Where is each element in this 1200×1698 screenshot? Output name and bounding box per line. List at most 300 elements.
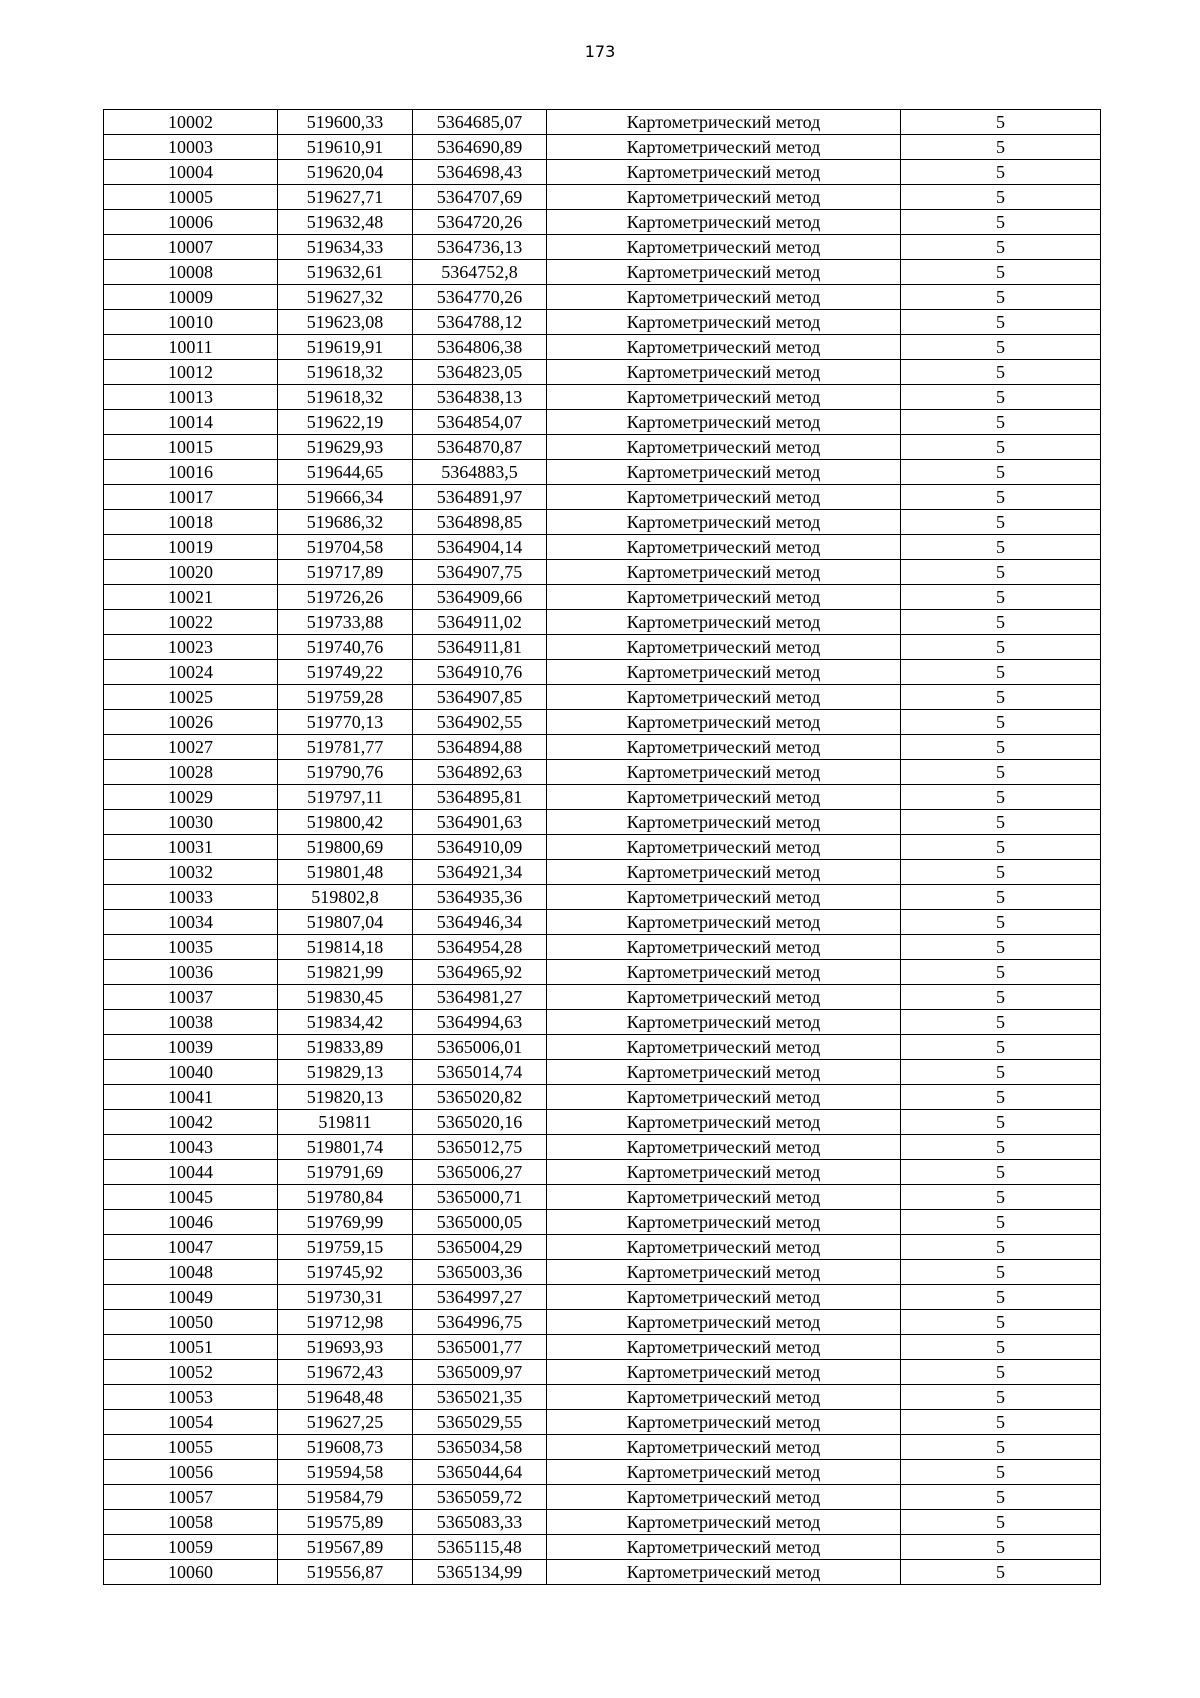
x-coordinate-cell: 519629,93 (278, 435, 413, 460)
point-number-cell: 10057 (104, 1485, 278, 1510)
method-cell: Картометрический метод (547, 485, 901, 510)
table-row (104, 1010, 1101, 1035)
table-row (104, 885, 1101, 910)
table-row (104, 285, 1101, 310)
method-cell: Картометрический метод (547, 1410, 901, 1435)
method-cell: Картометрический метод (547, 210, 901, 235)
y-coordinate-cell: 5365014,74 (413, 1060, 547, 1085)
table-row (104, 1185, 1101, 1210)
method-cell: Картометрический метод (547, 135, 901, 160)
y-coordinate-cell: 5364698,43 (413, 160, 547, 185)
method-cell: Картометрический метод (547, 1310, 901, 1335)
y-coordinate-cell: 5364895,81 (413, 785, 547, 810)
table-row (104, 185, 1101, 210)
x-coordinate-cell: 519666,34 (278, 485, 413, 510)
table-row (104, 685, 1101, 710)
accuracy-cell: 5 (901, 1335, 1101, 1360)
x-coordinate-cell: 519686,32 (278, 510, 413, 535)
y-coordinate-cell: 5364954,28 (413, 935, 547, 960)
y-coordinate-cell: 5364752,8 (413, 260, 547, 285)
x-coordinate-cell: 519627,71 (278, 185, 413, 210)
x-coordinate-cell: 519672,43 (278, 1360, 413, 1385)
method-cell: Картометрический метод (547, 985, 901, 1010)
table-row (104, 210, 1101, 235)
point-number-cell: 10053 (104, 1385, 278, 1410)
point-number-cell: 10060 (104, 1560, 278, 1585)
point-number-cell: 10058 (104, 1510, 278, 1535)
x-coordinate-cell: 519833,89 (278, 1035, 413, 1060)
x-coordinate-cell: 519811 (278, 1110, 413, 1135)
y-coordinate-cell: 5364935,36 (413, 885, 547, 910)
table-row (104, 360, 1101, 385)
method-cell: Картометрический метод (547, 960, 901, 985)
table-row (104, 1510, 1101, 1535)
y-coordinate-cell: 5364921,34 (413, 860, 547, 885)
method-cell: Картометрический метод (547, 1160, 901, 1185)
x-coordinate-cell: 519618,32 (278, 360, 413, 385)
y-coordinate-cell: 5365020,16 (413, 1110, 547, 1135)
y-coordinate-cell: 5364946,34 (413, 910, 547, 935)
table-row (104, 635, 1101, 660)
accuracy-cell: 5 (901, 1185, 1101, 1210)
x-coordinate-cell: 519712,98 (278, 1310, 413, 1335)
method-cell: Картометрический метод (547, 535, 901, 560)
table-row (104, 835, 1101, 860)
accuracy-cell: 5 (901, 360, 1101, 385)
y-coordinate-cell: 5364883,5 (413, 460, 547, 485)
point-number-cell: 10047 (104, 1235, 278, 1260)
x-coordinate-cell: 519801,74 (278, 1135, 413, 1160)
table-row (104, 1035, 1101, 1060)
y-coordinate-cell: 5364720,26 (413, 210, 547, 235)
y-coordinate-cell: 5364911,02 (413, 610, 547, 635)
table-row (104, 910, 1101, 935)
accuracy-cell: 5 (901, 285, 1101, 310)
point-number-cell: 10049 (104, 1285, 278, 1310)
y-coordinate-cell: 5365034,58 (413, 1435, 547, 1460)
table-row (104, 810, 1101, 835)
accuracy-cell: 5 (901, 860, 1101, 885)
method-cell: Картометрический метод (547, 110, 901, 135)
method-cell: Картометрический метод (547, 1460, 901, 1485)
point-number-cell: 10041 (104, 1085, 278, 1110)
point-number-cell: 10042 (104, 1110, 278, 1135)
method-cell: Картометрический метод (547, 610, 901, 635)
x-coordinate-cell: 519693,93 (278, 1335, 413, 1360)
table-row (104, 735, 1101, 760)
point-number-cell: 10016 (104, 460, 278, 485)
method-cell: Картометрический метод (547, 410, 901, 435)
point-number-cell: 10029 (104, 785, 278, 810)
accuracy-cell: 5 (901, 1460, 1101, 1485)
point-number-cell: 10033 (104, 885, 278, 910)
y-coordinate-cell: 5365029,55 (413, 1410, 547, 1435)
y-coordinate-cell: 5364770,26 (413, 285, 547, 310)
accuracy-cell: 5 (901, 1510, 1101, 1535)
y-coordinate-cell: 5364981,27 (413, 985, 547, 1010)
method-cell: Картометрический метод (547, 1185, 901, 1210)
accuracy-cell: 5 (901, 635, 1101, 660)
y-coordinate-cell: 5364907,75 (413, 560, 547, 585)
accuracy-cell: 5 (901, 1285, 1101, 1310)
x-coordinate-cell: 519623,08 (278, 310, 413, 335)
accuracy-cell: 5 (901, 685, 1101, 710)
method-cell: Картометрический метод (547, 585, 901, 610)
accuracy-cell: 5 (901, 1360, 1101, 1385)
accuracy-cell: 5 (901, 885, 1101, 910)
point-number-cell: 10021 (104, 585, 278, 610)
table-row (104, 135, 1101, 160)
point-number-cell: 10039 (104, 1035, 278, 1060)
x-coordinate-cell: 519769,99 (278, 1210, 413, 1235)
point-number-cell: 10019 (104, 535, 278, 560)
y-coordinate-cell: 5365006,27 (413, 1160, 547, 1185)
point-number-cell: 10015 (104, 435, 278, 460)
accuracy-cell: 5 (901, 1260, 1101, 1285)
x-coordinate-cell: 519634,33 (278, 235, 413, 260)
x-coordinate-cell: 519745,92 (278, 1260, 413, 1285)
accuracy-cell: 5 (901, 310, 1101, 335)
accuracy-cell: 5 (901, 1085, 1101, 1110)
method-cell: Картометрический метод (547, 1260, 901, 1285)
table-row (104, 1410, 1101, 1435)
method-cell: Картометрический метод (547, 1360, 901, 1385)
y-coordinate-cell: 5364823,05 (413, 360, 547, 385)
x-coordinate-cell: 519780,84 (278, 1185, 413, 1210)
y-coordinate-cell: 5364806,38 (413, 335, 547, 360)
accuracy-cell: 5 (901, 960, 1101, 985)
accuracy-cell: 5 (901, 810, 1101, 835)
accuracy-cell: 5 (901, 735, 1101, 760)
accuracy-cell: 5 (901, 910, 1101, 935)
x-coordinate-cell: 519797,11 (278, 785, 413, 810)
point-number-cell: 10044 (104, 1160, 278, 1185)
point-number-cell: 10043 (104, 1135, 278, 1160)
method-cell: Картометрический метод (547, 1535, 901, 1560)
x-coordinate-cell: 519830,45 (278, 985, 413, 1010)
x-coordinate-cell: 519770,13 (278, 710, 413, 735)
accuracy-cell: 5 (901, 1160, 1101, 1185)
page-number: 173 (584, 42, 616, 61)
x-coordinate-cell: 519608,73 (278, 1435, 413, 1460)
table-row (104, 435, 1101, 460)
table-row (104, 660, 1101, 685)
table-row (104, 410, 1101, 435)
method-cell: Картометрический метод (547, 735, 901, 760)
accuracy-cell: 5 (901, 1410, 1101, 1435)
point-number-cell: 10005 (104, 185, 278, 210)
method-cell: Картометрический метод (547, 1510, 901, 1535)
x-coordinate-cell: 519575,89 (278, 1510, 413, 1535)
y-coordinate-cell: 5364907,85 (413, 685, 547, 710)
point-number-cell: 10026 (104, 710, 278, 735)
accuracy-cell: 5 (901, 110, 1101, 135)
accuracy-cell: 5 (901, 760, 1101, 785)
method-cell: Картометрический метод (547, 285, 901, 310)
coordinates-table-body (104, 110, 1101, 1585)
accuracy-cell: 5 (901, 235, 1101, 260)
y-coordinate-cell: 5365001,77 (413, 1335, 547, 1360)
y-coordinate-cell: 5364902,55 (413, 710, 547, 735)
method-cell: Картометрический метод (547, 1060, 901, 1085)
accuracy-cell: 5 (901, 385, 1101, 410)
accuracy-cell: 5 (901, 710, 1101, 735)
point-number-cell: 10045 (104, 1185, 278, 1210)
accuracy-cell: 5 (901, 1435, 1101, 1460)
y-coordinate-cell: 5364892,63 (413, 760, 547, 785)
table-row (104, 610, 1101, 635)
table-row (104, 335, 1101, 360)
point-number-cell: 10034 (104, 910, 278, 935)
y-coordinate-cell: 5365000,71 (413, 1185, 547, 1210)
y-coordinate-cell: 5365004,29 (413, 1235, 547, 1260)
point-number-cell: 10056 (104, 1460, 278, 1485)
y-coordinate-cell: 5364910,76 (413, 660, 547, 685)
x-coordinate-cell: 519704,58 (278, 535, 413, 560)
table-row (104, 1310, 1101, 1335)
table-row (104, 1360, 1101, 1385)
x-coordinate-cell: 519801,48 (278, 860, 413, 885)
table-row (104, 235, 1101, 260)
point-number-cell: 10055 (104, 1435, 278, 1460)
y-coordinate-cell: 5364909,66 (413, 585, 547, 610)
point-number-cell: 10048 (104, 1260, 278, 1285)
x-coordinate-cell: 519814,18 (278, 935, 413, 960)
point-number-cell: 10020 (104, 560, 278, 585)
x-coordinate-cell: 519610,91 (278, 135, 413, 160)
accuracy-cell: 5 (901, 335, 1101, 360)
x-coordinate-cell: 519584,79 (278, 1485, 413, 1510)
method-cell: Картометрический метод (547, 660, 901, 685)
table-row (104, 1335, 1101, 1360)
point-number-cell: 10013 (104, 385, 278, 410)
x-coordinate-cell: 519619,91 (278, 335, 413, 360)
accuracy-cell: 5 (901, 610, 1101, 635)
accuracy-cell: 5 (901, 1110, 1101, 1135)
table-row (104, 1160, 1101, 1185)
table-row (104, 1210, 1101, 1235)
method-cell: Картометрический метод (547, 1010, 901, 1035)
accuracy-cell: 5 (901, 1385, 1101, 1410)
y-coordinate-cell: 5364910,09 (413, 835, 547, 860)
method-cell: Картометрический метод (547, 560, 901, 585)
y-coordinate-cell: 5365000,05 (413, 1210, 547, 1235)
y-coordinate-cell: 5365009,97 (413, 1360, 547, 1385)
accuracy-cell: 5 (901, 1310, 1101, 1335)
accuracy-cell: 5 (901, 935, 1101, 960)
y-coordinate-cell: 5365021,35 (413, 1385, 547, 1410)
y-coordinate-cell: 5364901,63 (413, 810, 547, 835)
accuracy-cell: 5 (901, 510, 1101, 535)
table-row (104, 710, 1101, 735)
x-coordinate-cell: 519834,42 (278, 1010, 413, 1035)
x-coordinate-cell: 519800,42 (278, 810, 413, 835)
point-number-cell: 10059 (104, 1535, 278, 1560)
y-coordinate-cell: 5365020,82 (413, 1085, 547, 1110)
point-number-cell: 10023 (104, 635, 278, 660)
x-coordinate-cell: 519781,77 (278, 735, 413, 760)
table-row (104, 1435, 1101, 1460)
method-cell: Картометрический метод (547, 510, 901, 535)
x-coordinate-cell: 519618,32 (278, 385, 413, 410)
accuracy-cell: 5 (901, 1485, 1101, 1510)
x-coordinate-cell: 519632,48 (278, 210, 413, 235)
method-cell: Картометрический метод (547, 760, 901, 785)
accuracy-cell: 5 (901, 210, 1101, 235)
y-coordinate-cell: 5364870,87 (413, 435, 547, 460)
point-number-cell: 10003 (104, 135, 278, 160)
point-number-cell: 10037 (104, 985, 278, 1010)
y-coordinate-cell: 5365083,33 (413, 1510, 547, 1535)
method-cell: Картометрический метод (547, 185, 901, 210)
point-number-cell: 10012 (104, 360, 278, 385)
y-coordinate-cell: 5365134,99 (413, 1560, 547, 1585)
method-cell: Картометрический метод (547, 710, 901, 735)
x-coordinate-cell: 519600,33 (278, 110, 413, 135)
y-coordinate-cell: 5364838,13 (413, 385, 547, 410)
point-number-cell: 10040 (104, 1060, 278, 1085)
table-row (104, 785, 1101, 810)
table-row (104, 260, 1101, 285)
accuracy-cell: 5 (901, 410, 1101, 435)
accuracy-cell: 5 (901, 1010, 1101, 1035)
point-number-cell: 10028 (104, 760, 278, 785)
point-number-cell: 10054 (104, 1410, 278, 1435)
x-coordinate-cell: 519726,26 (278, 585, 413, 610)
point-number-cell: 10038 (104, 1010, 278, 1035)
x-coordinate-cell: 519829,13 (278, 1060, 413, 1085)
y-coordinate-cell: 5364994,63 (413, 1010, 547, 1035)
y-coordinate-cell: 5364685,07 (413, 110, 547, 135)
method-cell: Картометрический метод (547, 260, 901, 285)
y-coordinate-cell: 5364965,92 (413, 960, 547, 985)
y-coordinate-cell: 5364690,89 (413, 135, 547, 160)
method-cell: Картометрический метод (547, 160, 901, 185)
method-cell: Картометрический метод (547, 1235, 901, 1260)
x-coordinate-cell: 519733,88 (278, 610, 413, 635)
method-cell: Картометрический метод (547, 1485, 901, 1510)
table-row (104, 160, 1101, 185)
method-cell: Картометрический метод (547, 885, 901, 910)
point-number-cell: 10052 (104, 1360, 278, 1385)
y-coordinate-cell: 5364996,75 (413, 1310, 547, 1335)
table-row (104, 1135, 1101, 1160)
table-row (104, 1060, 1101, 1085)
x-coordinate-cell: 519802,8 (278, 885, 413, 910)
table-row (104, 310, 1101, 335)
accuracy-cell: 5 (901, 560, 1101, 585)
point-number-cell: 10017 (104, 485, 278, 510)
x-coordinate-cell: 519807,04 (278, 910, 413, 935)
accuracy-cell: 5 (901, 135, 1101, 160)
point-number-cell: 10036 (104, 960, 278, 985)
method-cell: Картометрический метод (547, 1335, 901, 1360)
method-cell: Картометрический метод (547, 1285, 901, 1310)
y-coordinate-cell: 5365012,75 (413, 1135, 547, 1160)
table-row (104, 560, 1101, 585)
method-cell: Картометрический метод (547, 1035, 901, 1060)
point-number-cell: 10046 (104, 1210, 278, 1235)
point-number-cell: 10002 (104, 110, 278, 135)
table-row (104, 1085, 1101, 1110)
x-coordinate-cell: 519749,22 (278, 660, 413, 685)
table-row (104, 1385, 1101, 1410)
table-row (104, 1535, 1101, 1560)
accuracy-cell: 5 (901, 1135, 1101, 1160)
accuracy-cell: 5 (901, 660, 1101, 685)
y-coordinate-cell: 5365115,48 (413, 1535, 547, 1560)
x-coordinate-cell: 519759,15 (278, 1235, 413, 1260)
point-number-cell: 10018 (104, 510, 278, 535)
table-row (104, 760, 1101, 785)
method-cell: Картометрический метод (547, 1110, 901, 1135)
y-coordinate-cell: 5364736,13 (413, 235, 547, 260)
table-row (104, 1260, 1101, 1285)
accuracy-cell: 5 (901, 1235, 1101, 1260)
method-cell: Картометрический метод (547, 1135, 901, 1160)
accuracy-cell: 5 (901, 785, 1101, 810)
point-number-cell: 10051 (104, 1335, 278, 1360)
accuracy-cell: 5 (901, 535, 1101, 560)
y-coordinate-cell: 5364854,07 (413, 410, 547, 435)
method-cell: Картометрический метод (547, 310, 901, 335)
table-row (104, 535, 1101, 560)
point-number-cell: 10032 (104, 860, 278, 885)
y-coordinate-cell: 5364707,69 (413, 185, 547, 210)
accuracy-cell: 5 (901, 185, 1101, 210)
y-coordinate-cell: 5365003,36 (413, 1260, 547, 1285)
accuracy-cell: 5 (901, 160, 1101, 185)
x-coordinate-cell: 519567,89 (278, 1535, 413, 1560)
table-row (104, 1110, 1101, 1135)
x-coordinate-cell: 519800,69 (278, 835, 413, 860)
method-cell: Картометрический метод (547, 635, 901, 660)
point-number-cell: 10007 (104, 235, 278, 260)
method-cell: Картометрический метод (547, 460, 901, 485)
x-coordinate-cell: 519632,61 (278, 260, 413, 285)
method-cell: Картометрический метод (547, 360, 901, 385)
table-row (104, 1560, 1101, 1585)
x-coordinate-cell: 519821,99 (278, 960, 413, 985)
x-coordinate-cell: 519620,04 (278, 160, 413, 185)
point-number-cell: 10014 (104, 410, 278, 435)
y-coordinate-cell: 5364898,85 (413, 510, 547, 535)
point-number-cell: 10050 (104, 1310, 278, 1335)
table-row (104, 460, 1101, 485)
point-number-cell: 10009 (104, 285, 278, 310)
y-coordinate-cell: 5364891,97 (413, 485, 547, 510)
point-number-cell: 10004 (104, 160, 278, 185)
method-cell: Картометрический метод (547, 860, 901, 885)
method-cell: Картометрический метод (547, 1385, 901, 1410)
x-coordinate-cell: 519791,69 (278, 1160, 413, 1185)
table-row (104, 110, 1101, 135)
x-coordinate-cell: 519717,89 (278, 560, 413, 585)
y-coordinate-cell: 5365059,72 (413, 1485, 547, 1510)
x-coordinate-cell: 519820,13 (278, 1085, 413, 1110)
accuracy-cell: 5 (901, 460, 1101, 485)
y-coordinate-cell: 5365044,64 (413, 1460, 547, 1485)
method-cell: Картометрический метод (547, 910, 901, 935)
x-coordinate-cell: 519627,32 (278, 285, 413, 310)
accuracy-cell: 5 (901, 485, 1101, 510)
x-coordinate-cell: 519759,28 (278, 685, 413, 710)
method-cell: Картометрический метод (547, 785, 901, 810)
y-coordinate-cell: 5364788,12 (413, 310, 547, 335)
x-coordinate-cell: 519594,58 (278, 1460, 413, 1485)
method-cell: Картометрический метод (547, 835, 901, 860)
accuracy-cell: 5 (901, 260, 1101, 285)
